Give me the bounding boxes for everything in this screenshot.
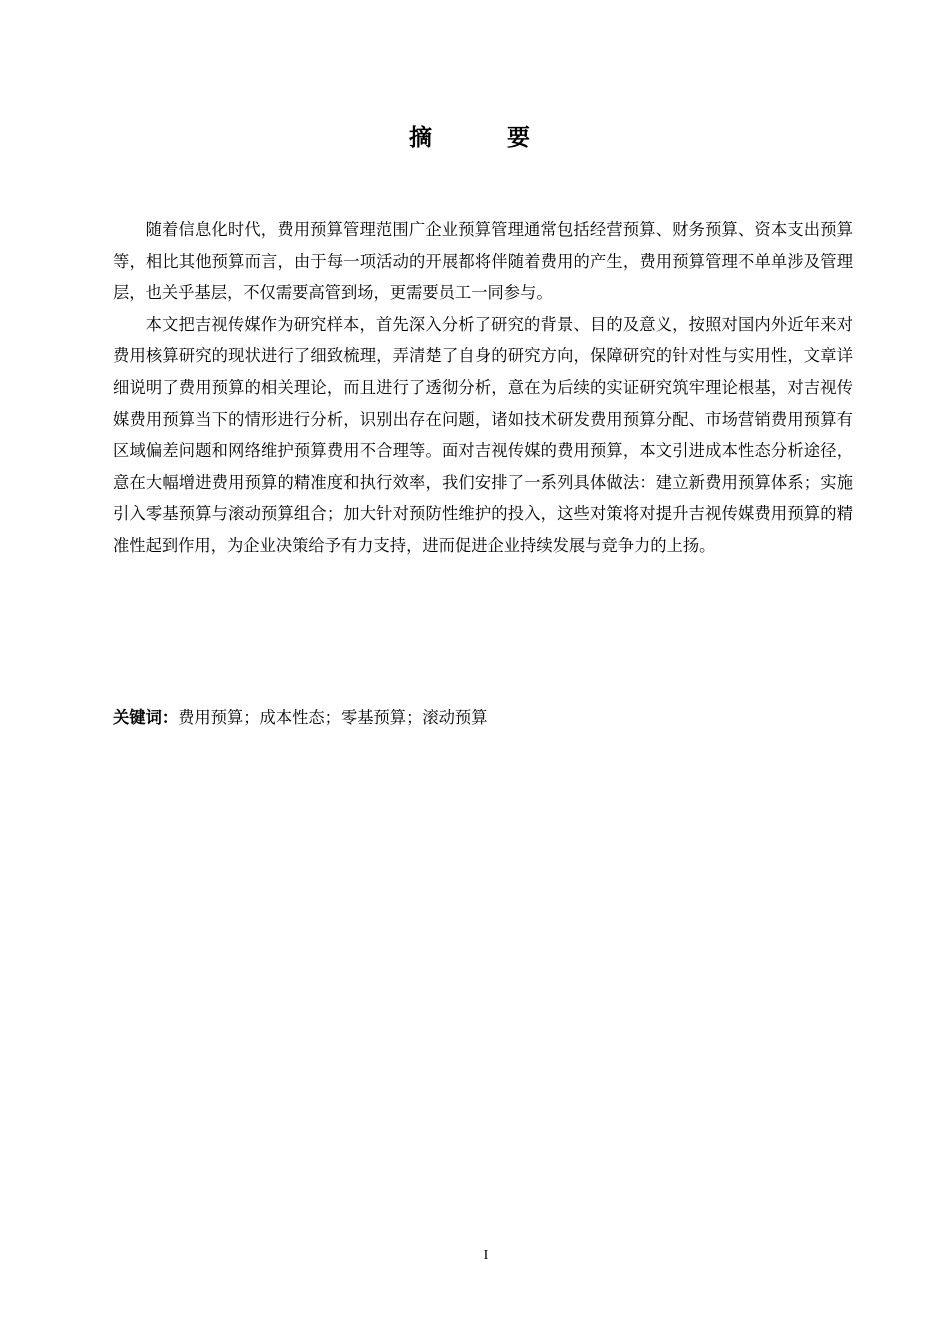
keywords-list: 费用预算；成本性态；零基预算；滚动预算 xyxy=(178,708,488,727)
keywords-line xyxy=(113,703,853,733)
abstract-paragraph-2: 本文把吉视传媒作为研究样本，首先深入分析了研究的背景、目的及意义，按照对国内外近年来对费用核算研究的现状进行了细致梳理，弄清楚了自身的研究方向，保障研究的针对性与实用性，文章详细说明了费用预算的相关理论，而且进行了透彻分析，意在为后续的实证研究筑牢理论根基，对吉视传媒费用预算当下的情形进行分析，识别出存在问题，诸如技术研发费用预算分配、市场营销费用预算有区域偏差问题和网络维护预算费用不合理等。面对吉视传媒的费用预算，本文引进成本性态分析途径，意在大幅增进费用预算的精准度和执行效率，我们安排了一系列具体做法：建立新费用预算体系；实施引入零基预算与滚动预算组合；加大针对预防性维护的投入，这些对策将对提升吉视传媒费用预算的精准性起到作用，为企业决策给予有力支持，进而促进企业持续发展与竞争力的上扬。 xyxy=(113,314,853,555)
keywords-label: 关键词： xyxy=(113,708,179,727)
abstract-body xyxy=(113,214,853,562)
page-number: I xyxy=(483,1248,489,1263)
abstract-title: 摘 要 xyxy=(409,125,556,151)
abstract-paragraph-1: 随着信息化时代，费用预算管理范围广企业预算管理通常包括经营预算、财务预算、资本支出预算等，相比其他预算而言，由于每一项活动的开展都将伴随着费用的产生，费用预算管理不单单涉及管理层，也关乎基层，不仅需要高管到场，更需要员工一同参与。 xyxy=(113,220,853,303)
